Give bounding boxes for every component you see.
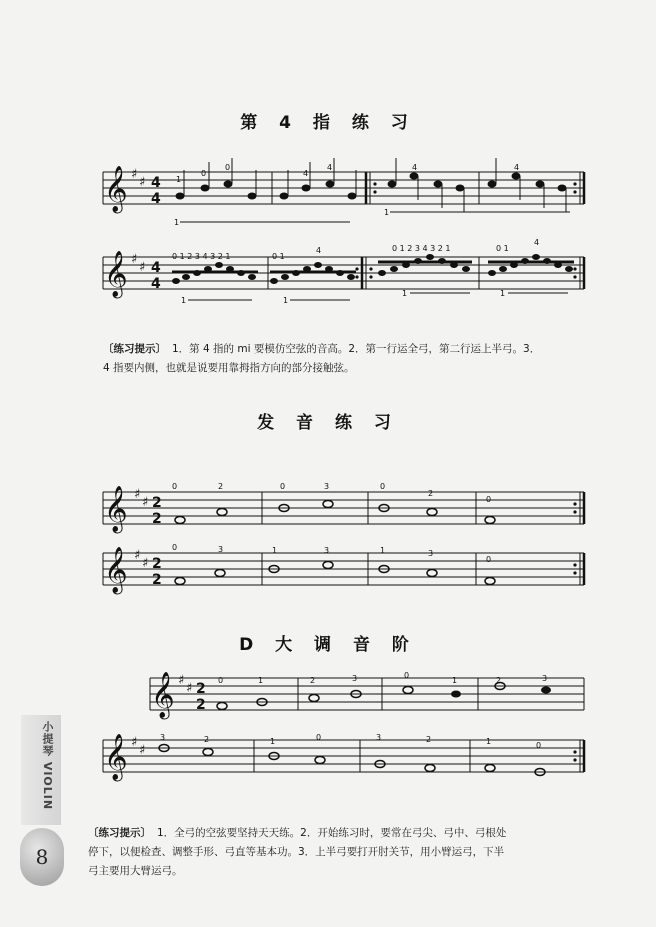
svg-text:4: 4: [303, 169, 309, 178]
svg-text:3: 3: [352, 674, 358, 683]
time-sig-bottom: 2: [152, 511, 162, 527]
staff-row-6: [103, 740, 584, 772]
treble-clef-icon: 𝄞: [151, 672, 175, 718]
svg-text:2: 2: [428, 489, 434, 498]
svg-text:4: 4: [412, 163, 418, 172]
svg-text:3: 3: [160, 733, 166, 742]
tip-text: 弓主要用大臂运弓。: [88, 865, 183, 877]
svg-text:3: 3: [376, 733, 382, 742]
tip-text: 停下，以便检查、调整手形、弓直等基本功。3．上半弓要打开肘关节，用小臂运弓，下半: [88, 846, 505, 858]
time-sig-bottom: 4: [151, 276, 161, 292]
svg-text:1: 1: [500, 289, 506, 298]
svg-text:1: 1: [272, 546, 278, 555]
svg-text:0: 0: [225, 163, 231, 172]
tip-label: 〔练习提示〕: [88, 827, 151, 839]
svg-text:♯: ♯: [134, 487, 141, 502]
svg-text:♯: ♯: [139, 175, 146, 190]
svg-text:4: 4: [327, 163, 333, 172]
svg-text:0 1 2 3 4 3 2 1: 0 1 2 3 4 3 2 1: [172, 252, 231, 261]
tip-text: 1．全弓的空弦要坚持天天练。2．开始练习时，要常在弓尖、弓中、弓根处: [157, 827, 507, 839]
svg-text:3: 3: [324, 546, 330, 555]
svg-text:♯: ♯: [134, 548, 141, 563]
staff-row-5: [150, 678, 584, 710]
svg-text:0: 0: [380, 482, 386, 491]
svg-text:0 1 2 3 4 3 2 1: 0 1 2 3 4 3 2 1: [392, 244, 451, 253]
svg-text:1: 1: [176, 175, 182, 184]
svg-text:♯: ♯: [131, 735, 138, 750]
svg-text:2: 2: [218, 482, 224, 491]
time-sig-bottom: 2: [152, 572, 162, 588]
svg-text:0: 0: [486, 495, 492, 504]
svg-text:1: 1: [181, 296, 187, 305]
svg-text:4: 4: [514, 163, 520, 172]
svg-text:2: 2: [426, 735, 432, 744]
svg-text:4: 4: [534, 238, 540, 247]
svg-text:4: 4: [316, 246, 322, 255]
svg-text:1: 1: [486, 737, 492, 746]
svg-text:1: 1: [452, 676, 458, 685]
practice-tip-2: [88, 824, 588, 881]
svg-text:3: 3: [542, 674, 548, 683]
svg-text:2: 2: [310, 676, 316, 685]
section-title-fourth-finger: 第 4 指 练 习: [240, 113, 416, 133]
svg-text:1: 1: [258, 676, 264, 685]
time-sig-top: 4: [151, 260, 161, 276]
svg-text:1: 1: [283, 296, 289, 305]
svg-text:1: 1: [402, 289, 408, 298]
treble-clef-icon: 𝄞: [104, 166, 128, 212]
svg-text:0: 0: [172, 482, 178, 491]
treble-clef-icon: 𝄞: [104, 251, 128, 297]
svg-text:0 1: 0 1: [496, 244, 509, 253]
tip-label: 〔练习提示〕: [103, 343, 166, 355]
svg-text:0: 0: [404, 671, 410, 680]
time-sig-top: 2: [152, 556, 162, 572]
page-number-badge: [20, 828, 64, 886]
svg-text:3: 3: [218, 545, 224, 554]
section-title-d-major-scale: D 大 调 音 阶: [239, 635, 417, 655]
svg-text:0: 0: [201, 169, 207, 178]
time-sig-top: 4: [151, 175, 161, 191]
practice-tip-1: [103, 340, 593, 378]
svg-text:0 1: 0 1: [272, 252, 285, 261]
svg-text:2: 2: [496, 676, 502, 685]
svg-text:1: 1: [174, 218, 180, 227]
svg-text:0: 0: [316, 733, 322, 742]
treble-clef-icon: 𝄞: [104, 734, 128, 780]
svg-text:0: 0: [218, 676, 224, 685]
treble-clef-icon: 𝄞: [104, 486, 128, 532]
time-sig-bottom: 4: [151, 191, 161, 207]
svg-text:♯: ♯: [139, 260, 146, 275]
svg-text:♯: ♯: [139, 743, 146, 758]
page-number: 8: [35, 845, 49, 869]
svg-text:♯: ♯: [131, 167, 138, 182]
svg-text:1: 1: [380, 546, 386, 555]
tip-text: 1．第 4 指的 mi 要模仿空弦的音高。2．第一行运全弓，第二行运上半弓。3．: [172, 343, 541, 355]
svg-text:0: 0: [172, 543, 178, 552]
svg-text:0: 0: [280, 482, 286, 491]
time-sig-top: 2: [196, 681, 206, 697]
svg-text:♯: ♯: [186, 681, 193, 696]
svg-text:♯: ♯: [178, 673, 185, 688]
section-title-tone-practice: 发 音 练 习: [257, 413, 399, 433]
time-sig-top: 2: [152, 495, 162, 511]
svg-text:0: 0: [486, 555, 492, 564]
svg-text:♯: ♯: [142, 495, 149, 510]
svg-text:2: 2: [204, 735, 210, 744]
treble-clef-icon: 𝄞: [104, 547, 128, 593]
svg-text:3: 3: [428, 549, 434, 558]
logo-text: 小提琴 VIOLIN: [41, 721, 54, 811]
svg-text:♯: ♯: [131, 252, 138, 267]
svg-text:♯: ♯: [142, 556, 149, 571]
violin-series-logo: [21, 715, 61, 825]
time-sig-bottom: 2: [196, 697, 206, 713]
tip-text: 4 指要内侧，也就是说要用靠拇指方向的部分接触弦。: [103, 362, 355, 374]
svg-text:1: 1: [384, 208, 390, 217]
svg-text:3: 3: [324, 482, 330, 491]
svg-text:0: 0: [536, 741, 542, 750]
svg-text:1: 1: [270, 737, 276, 746]
